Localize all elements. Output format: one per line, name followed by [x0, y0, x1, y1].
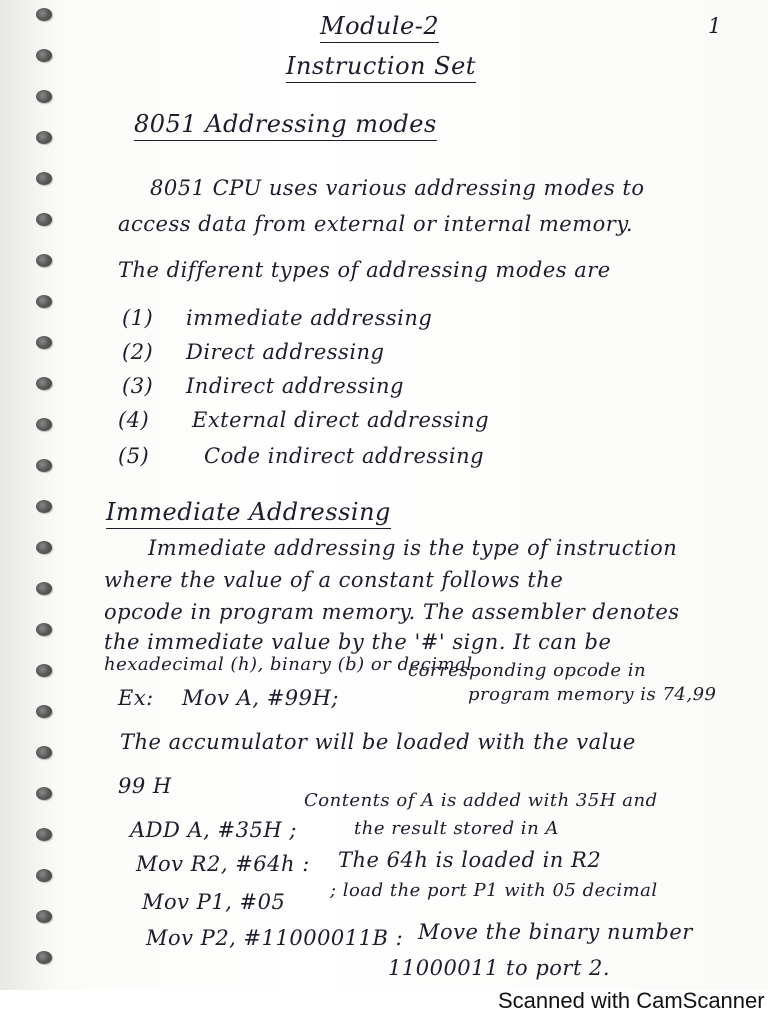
instruction-1-comment: Contents of A is added with 35H and [304, 790, 658, 811]
spiral-hole [36, 541, 52, 554]
mode-num-5: (5) [118, 444, 150, 468]
spiral-hole [36, 664, 52, 677]
spiral-hole [36, 131, 52, 144]
spiral-hole [36, 377, 52, 390]
instruction-2-code: Mov R2, #64h : [136, 852, 310, 876]
immediate-line-4: the immediate value by the '#' sign. It can be [104, 630, 612, 654]
spiral-hole [36, 336, 52, 349]
mode-num-1: (1) [122, 306, 154, 330]
scanner-watermark: Scanned with CamScanner [498, 988, 765, 1013]
spiral-hole [36, 787, 52, 800]
spiral-hole [36, 8, 52, 21]
mode-num-3: (3) [122, 374, 154, 398]
spiral-binding [28, 0, 68, 990]
spiral-hole [36, 869, 52, 882]
spiral-hole [36, 910, 52, 923]
accumulator-line-2: 99 H [118, 774, 172, 798]
instruction-1-comment-2: the result stored in A [354, 818, 559, 839]
mode-num-4: (4) [118, 408, 150, 432]
section-heading: 8051 Addressing modes [134, 110, 437, 141]
immediate-line-2: where the value of a constant follows the [104, 568, 564, 592]
mode-label-3: Indirect addressing [186, 374, 404, 398]
immediate-heading: Immediate Addressing [106, 498, 391, 529]
page-title: Module-2 [320, 12, 439, 43]
spiral-hole [36, 172, 52, 185]
page-number: 1 [708, 14, 722, 38]
instruction-4-comment-2: 11000011 to port 2. [388, 956, 611, 980]
spiral-hole [36, 295, 52, 308]
mode-label-1: immediate addressing [186, 306, 433, 330]
example-code: Mov A, #99H; [182, 686, 339, 710]
immediate-line-5: hexadecimal (h), binary (b) or decimal [104, 654, 473, 675]
instruction-4-code: Mov P2, #11000011B : [146, 926, 404, 950]
accumulator-line-1: The accumulator will be loaded with the value [120, 730, 636, 754]
spiral-hole [36, 705, 52, 718]
spiral-hole [36, 746, 52, 759]
intro-line-1: 8051 CPU uses various addressing modes to [150, 176, 645, 200]
spiral-hole [36, 213, 52, 226]
intro-line-2: access data from external or internal memory. [118, 212, 634, 236]
example-comment-1: corresponding opcode in [408, 660, 647, 681]
mode-num-2: (2) [122, 340, 154, 364]
spiral-hole [36, 90, 52, 103]
example-comment-2: program memory is 74,99 [468, 684, 717, 705]
spiral-hole [36, 623, 52, 636]
instruction-2-comment: The 64h is loaded in R2 [338, 848, 602, 872]
types-intro: The different types of addressing modes are [118, 258, 611, 282]
page-subtitle: Instruction Set [286, 52, 476, 83]
instruction-3-comment: ; load the port P1 with 05 decimal [330, 880, 658, 901]
instruction-3-code: Mov P1, #05 [142, 890, 286, 914]
immediate-line-3: opcode in program memory. The assembler denotes [104, 600, 680, 624]
spiral-hole [36, 951, 52, 964]
spiral-hole [36, 500, 52, 513]
example-label: Ex: [118, 686, 154, 710]
spiral-hole [36, 254, 52, 267]
mode-label-2: Direct addressing [186, 340, 385, 364]
spiral-hole [36, 49, 52, 62]
mode-label-4: External direct addressing [192, 408, 490, 432]
spiral-hole [36, 418, 52, 431]
instruction-4-comment: Move the binary number [418, 920, 693, 944]
mode-label-5: Code indirect addressing [204, 444, 485, 468]
instruction-1-code: ADD A, #35H ; [130, 818, 297, 842]
spiral-hole [36, 459, 52, 472]
spiral-hole [36, 828, 52, 841]
spiral-hole [36, 582, 52, 595]
immediate-line-1: Immediate addressing is the type of instruction [148, 536, 678, 560]
